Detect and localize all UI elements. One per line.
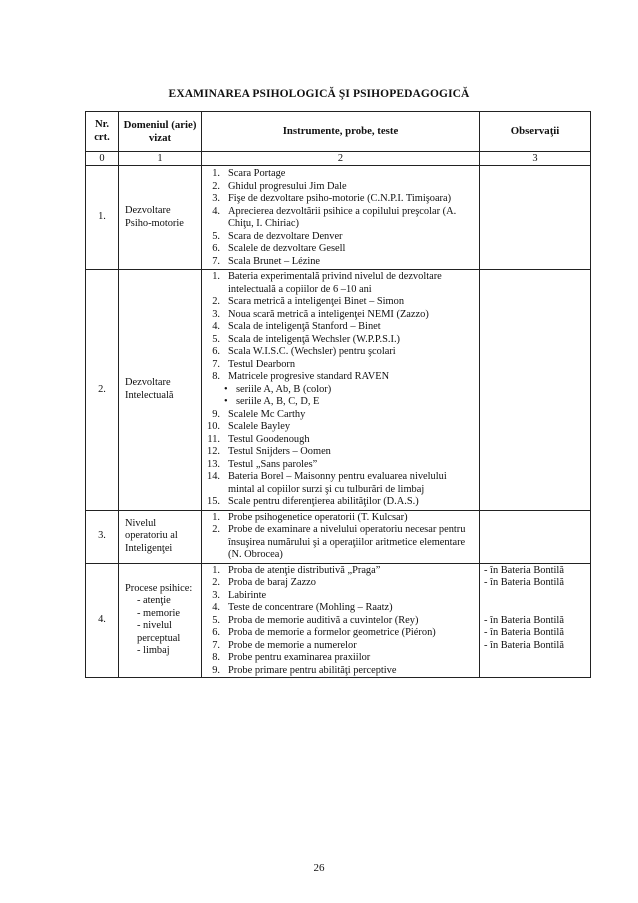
list-item: 3. Labirinte (212, 589, 267, 601)
row-number: 3. (86, 510, 119, 563)
domain-sublist (125, 595, 197, 658)
list-item: 10. Scalele Bayley (207, 421, 291, 432)
assessment-table (85, 111, 591, 678)
list-item: 13. Testul „Sans paroles” (207, 458, 318, 470)
list-item: 5. Proba de memorie auditivă a cuvintelor (Rey) (212, 614, 419, 626)
list-item: 6. Scalele de dezvoltare Gesell (212, 243, 346, 254)
row-observations (480, 510, 591, 563)
observation-note: - în Bateria Bontilă (484, 627, 564, 638)
tools-list (202, 512, 479, 562)
row-tools (202, 270, 480, 511)
table-row (86, 510, 591, 563)
row-domain (119, 563, 202, 678)
list-item: 8. Matricele progresive standard RAVEN (212, 371, 390, 382)
row-tools (202, 563, 480, 678)
header-obs: Observaţii (480, 112, 591, 152)
domain-label: Procese psihice: (125, 582, 193, 594)
column-index-row (86, 152, 591, 166)
list-item: 6. Scala W.I.S.C. (Wechsler) pentru şcolari (212, 346, 396, 357)
list-item: 2. Probe de examinare a nivelului operatoriu necesar pentru însuşirea numărului şi a operaţiilor aritmetice elementare (N. Obrocea) (212, 524, 466, 560)
list-item: 1. Probe psihogenetice operatorii (T. Kulcsar) (212, 511, 408, 523)
list-item: 12. Testul Snijders – Oomen (207, 446, 331, 457)
list-item: 1. Scara Portage (212, 168, 286, 179)
list-item: 3. Fişe de dezvoltare psiho-motorie (C.N.P.I. Timişoara) (212, 193, 452, 204)
list-item: 1. Proba de atenţie distributivă „Praga” (212, 564, 381, 576)
list-item: 5. Scala de inteligenţă Wechsler (W.P.P.S.I.) (212, 333, 401, 345)
list-item: 14. Bateria Borel – Maisonny pentru evaluarea nivelului mintal al copiilor surzi şi cu tulburări de limbaj (207, 471, 447, 495)
row-number: 4. (86, 563, 119, 678)
row-domain: Nivelul operatoriu al Inteligenţei (119, 510, 202, 563)
page-title: EXAMINAREA PSIHOLOGICĂ ŞI PSIHOPEDAGOGICĂ (168, 88, 470, 100)
list-item: 7. Testul Dearborn (212, 358, 296, 370)
row-domain: Dezvoltare Intelectuală (119, 270, 202, 511)
row-observations (480, 563, 591, 678)
list-item: 5. Scara de dezvoltare Denver (212, 230, 343, 242)
page-number: 26 (313, 862, 325, 874)
list-item: 9. Probe primare pentru abilităţi perceptive (212, 664, 397, 676)
col-index-2: 2 (202, 152, 480, 166)
row-number: 1. (86, 166, 119, 270)
list-item: 15. Scale pentru diferenţierea abilităţilor (D.A.S.) (207, 496, 419, 507)
observation-note: - în Bateria Bontilă (484, 614, 564, 626)
row-observations (480, 166, 591, 270)
list-item: 2. Ghidul progresului Jim Dale (212, 180, 347, 192)
list-item: 11. Testul Goodenough (207, 433, 310, 445)
tools-list (202, 271, 479, 384)
list-item: 7. Scala Brunet – Lézine (212, 255, 321, 267)
list-item: - memorie (137, 607, 180, 619)
row-number: 2. (86, 270, 119, 511)
list-item: • seriile A, B, C, D, E (224, 396, 479, 409)
list-item: 4. Aprecierea dezvoltării psihice a copilului preşcolar (A. Chiţu, I. Chiriac) (212, 205, 457, 229)
list-item: 1. Bateria experimentală privind nivelul de dezvoltare intelectuală a copiilor de 6 –10 ani (212, 271, 442, 295)
list-item: 6. Proba de memorie a formelor geometrice (Piéron) (212, 627, 436, 638)
header-nr: Nr. crt. (86, 112, 119, 152)
tools-list (202, 409, 479, 509)
list-item: - nivelul perceptual (137, 620, 181, 644)
list-item: 9. Scalele Mc Carthy (212, 408, 306, 420)
list-item: 3. Noua scară metrică a inteligenţei NEMI (Zazzo) (212, 308, 429, 320)
col-index-0: 0 (86, 152, 119, 166)
observation-note: - în Bateria Bontilă (484, 577, 564, 588)
header-domain: Domeniul (arie) vizat (119, 112, 202, 152)
row-domain: Dezvoltare Psiho-motorie (119, 166, 202, 270)
observation-note (480, 602, 590, 615)
list-item: 2. Proba de baraj Zazzo (212, 577, 316, 588)
col-index-3: 3 (480, 152, 591, 166)
raven-series-list (224, 384, 479, 409)
row-observations (480, 270, 591, 511)
list-item: - limbaj (137, 645, 170, 657)
table-row (86, 563, 591, 678)
table-row (86, 270, 591, 511)
observation-note: - în Bateria Bontilă (484, 564, 564, 576)
list-item: • seriile A, Ab, B (color) (224, 384, 479, 397)
list-item: - atenţie (137, 595, 171, 607)
table-row (86, 166, 591, 270)
observation-note: - în Bateria Bontilă (484, 639, 564, 651)
list-item: 4. Teste de concentrare (Mohling – Raatz) (212, 602, 393, 613)
list-item: 8. Probe pentru examinarea praxiilor (212, 652, 371, 663)
observation-note (480, 590, 590, 603)
list-item: 7. Probe de memorie a numerelor (212, 639, 357, 651)
row-tools (202, 510, 480, 563)
tools-list (202, 565, 479, 678)
header-tools: Instrumente, probe, teste (202, 112, 480, 152)
list-item: 4. Scala de inteligenţă Stanford – Binet (212, 321, 381, 332)
tools-list (202, 168, 479, 268)
table-header-row (86, 112, 591, 152)
col-index-1: 1 (119, 152, 202, 166)
row-tools (202, 166, 480, 270)
list-item: 2. Scara metrică a inteligenţei Binet – Simon (212, 296, 405, 307)
